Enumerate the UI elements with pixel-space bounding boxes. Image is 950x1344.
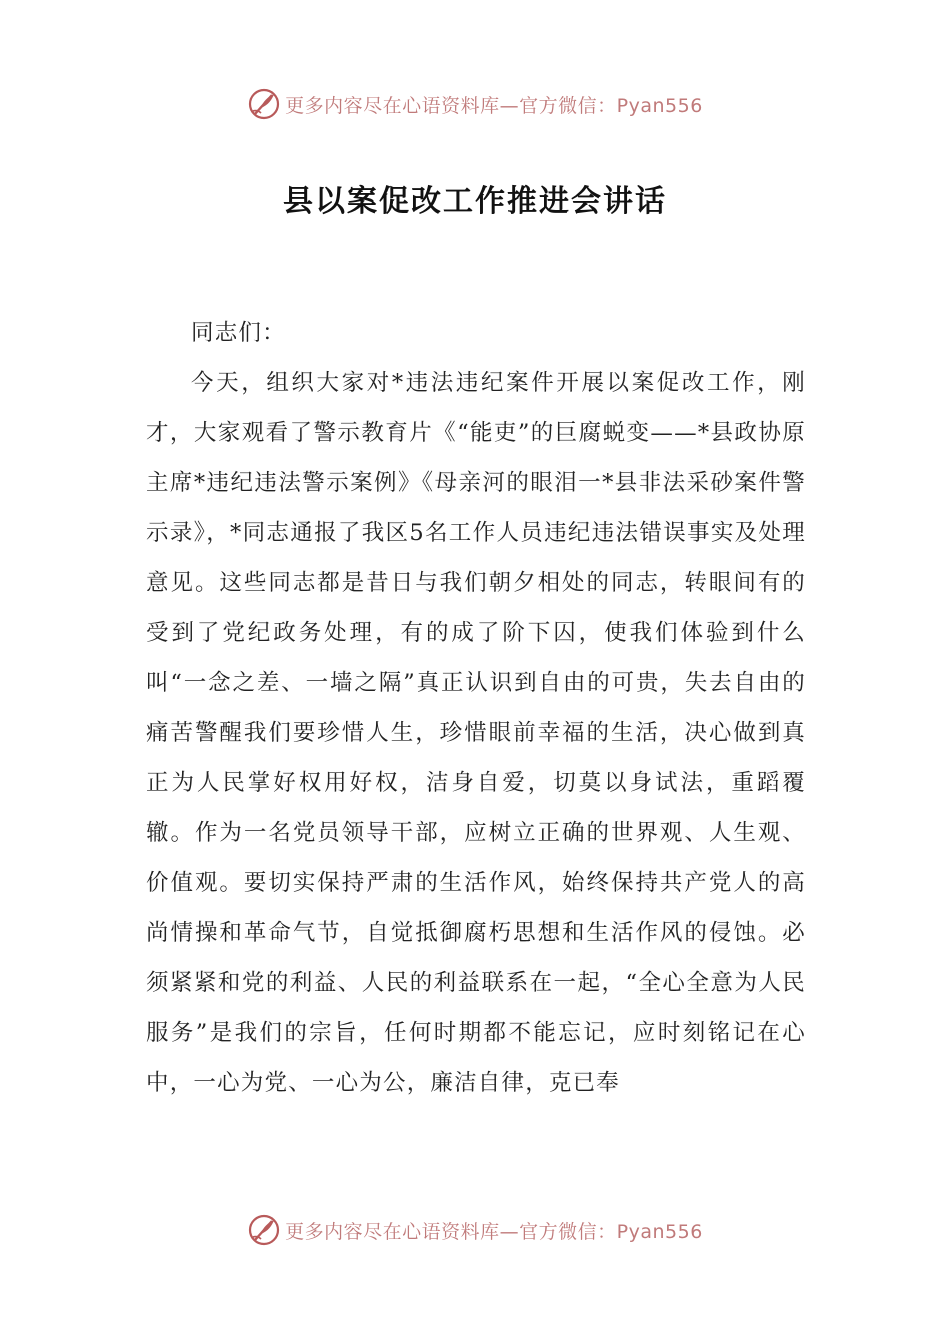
greeting: 同志们： (191, 320, 286, 346)
footer-watermark-text: 更多内容尽在心语资料库—官方微信：Pyan556 (285, 1220, 703, 1243)
quill-logo-icon (247, 1213, 281, 1247)
paragraph: 今天，组织大家对*违法违纪案件开展以案促改工作，刚才，大家观看了警示教育片《“能吏”的巨腐蜕变——*县政协原主席*违纪违法警示案例》《母亲河的眼泪一*县非法采砂案件警示录》，*同志通报了我区5名工作人员违纪违法错误事实及处理意见。这些同志都是昔日与我们朝夕相处的同志，转眼间有的受到了党纪政务处理，有的成了阶下囚，使我们体验到什么叫“一念之差、一墙之隔”真正认识到自由的可贵，失去自由的痛苦警醒我们要珍惜人生，珍惜眼前幸福的生活，决心做到真正为人民掌好权用好权，洁身自爱，切莫以身试法，重蹈覆辙。作为一名党员领导干部，应树立正确的世界观、人生观、价值观。要切实保持严肃的生活作风，始终保持共产党人的高尚情操和革命气节，自觉抵御腐朽思想和生活作风的侵蚀。必须紧紧和党的利益、人民的利益联系在一起，“全心全意为人民服务”是我们的宗旨，任何时期都不能忘记，应时刻铭记在心中，一心为党、一心为公，廉洁自律，克已奉 (146, 370, 806, 1096)
document-title: 县以案促改工作推进会讲话 (283, 184, 667, 219)
document-body (146, 308, 806, 1108)
quill-logo-icon (247, 87, 281, 121)
header-watermark-text: 更多内容尽在心语资料库—官方微信：Pyan556 (285, 94, 703, 117)
footer-watermark (0, 1210, 950, 1250)
header-watermark (0, 84, 950, 124)
